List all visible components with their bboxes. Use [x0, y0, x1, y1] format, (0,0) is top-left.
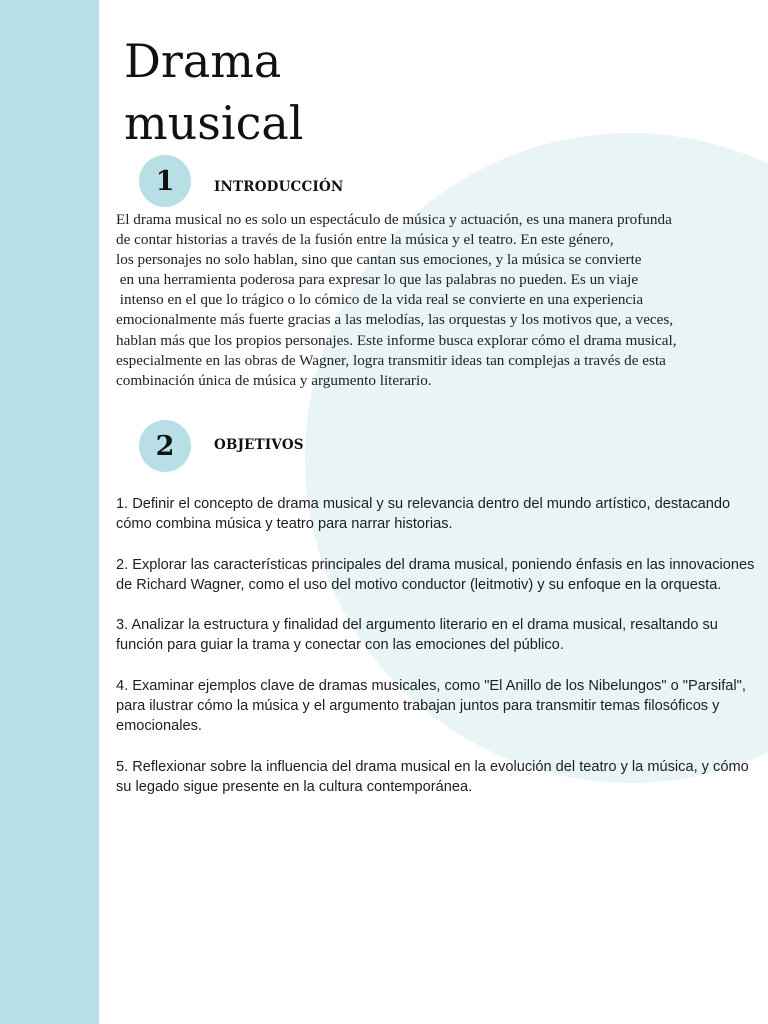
section-number-badge: 2 [139, 420, 191, 472]
objectives-list [116, 494, 764, 817]
objective-item: 2. Explorar las características principales del drama musical, poniendo énfasis en las innovaciones de Richard Wagner, como el uso del motivo conductor (leitmotiv) y su enfoque en la orquesta. [116, 556, 755, 593]
section-heading-objetivos: OBJETIVOS [214, 437, 304, 453]
section-heading-introduccion: INTRODUCCIÓN [214, 179, 344, 195]
paragraph-line: en una herramienta poderosa para expresar lo que las palabras no pueden. Es un viaje [116, 271, 639, 289]
objective-item: 5. Reflexionar sobre la influencia del drama musical en la evolución del teatro y la música, y cómo su legado sigue presente en la cultura contemporánea. [116, 758, 749, 795]
paragraph-line: El drama musical no es solo un espectáculo de música y actuación, es una manera profunda [116, 211, 672, 228]
objective-item: 4. Examinar ejemplos clave de dramas musicales, como "El Anillo de los Nibelungos" o "Parsifal", para ilustrar cómo la música y el argumento trabajan juntos para transmitir temas filosóficos y emocionales. [116, 677, 746, 735]
paragraph-line: hablan más que los propios personajes. Este informe busca explorar cómo el drama musical, [116, 331, 677, 349]
paragraph-line: especialmente en las obras de Wagner, logra transmitir ideas tan complejas a través de esta [116, 351, 666, 369]
paragraph-line: emocionalmente más fuerte gracias a las melodías, las orquestas y los motivos que, a veces, [116, 311, 674, 329]
paragraph-line: los personajes no solo hablan, sino que cantan sus emociones, y la música se convierte [116, 251, 642, 269]
section-number-badge: 1 [139, 155, 191, 207]
paragraph-line: combinación única de música y argumento literario. [116, 371, 432, 389]
paragraph-line: intenso en el que lo trágico o lo cómico de la vida real se convierte en una experiencia [116, 291, 644, 309]
objective-item: 1. Definir el concepto de drama musical y su relevancia dentro del mundo artístico, destacando cómo combina música y teatro para narrar historias. [116, 496, 731, 533]
introduction-paragraph [116, 210, 761, 391]
page-title: Drama musical [124, 34, 304, 150]
left-accent-bar [0, 0, 99, 1024]
objective-item: 3. Analizar la estructura y finalidad del argumento literario en el drama musical, resaltando su función para guiar la trama y conectar con las emociones del público. [116, 617, 718, 654]
paragraph-line: de contar historias a través de la fusión entre la música y el teatro. En este género, [116, 231, 614, 249]
